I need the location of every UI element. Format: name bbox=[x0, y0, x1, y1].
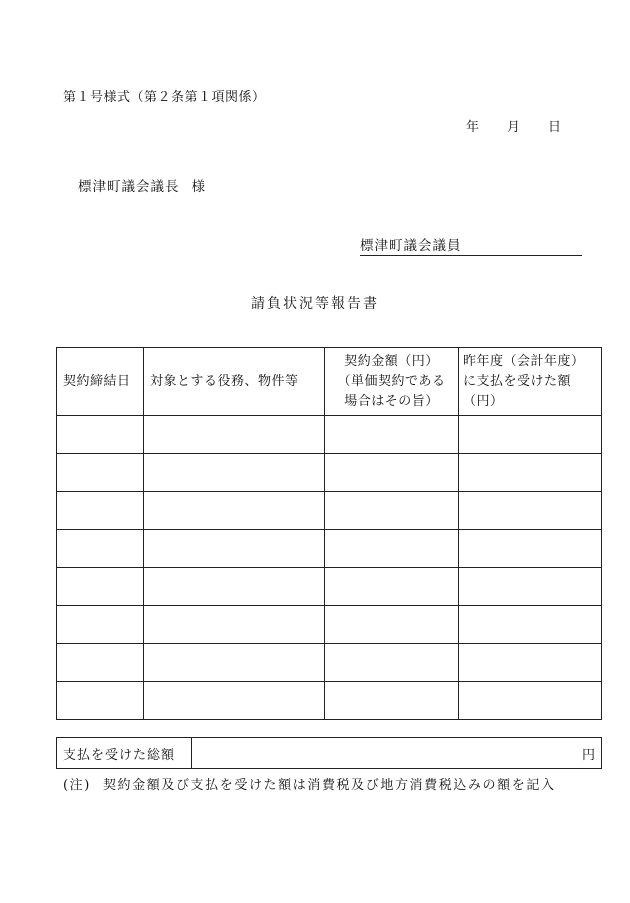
cell-contract-date[interactable] bbox=[57, 454, 144, 492]
table-row bbox=[57, 416, 602, 454]
cell-target-service[interactable] bbox=[144, 682, 325, 720]
cell-target-service[interactable] bbox=[144, 568, 325, 606]
header-line: （円） bbox=[463, 393, 504, 409]
document-title: 請負状況等報告書 bbox=[251, 296, 379, 312]
cell-amount-received[interactable] bbox=[459, 492, 602, 530]
header-line: に支払を受けた額 bbox=[463, 373, 572, 389]
cell-contract-amount[interactable] bbox=[325, 644, 459, 682]
cell-contract-amount[interactable] bbox=[325, 454, 459, 492]
header-contract-amount bbox=[325, 348, 459, 416]
cell-amount-received[interactable] bbox=[459, 606, 602, 644]
total-label: 支払を受けた総額 bbox=[57, 738, 192, 769]
cell-contract-date[interactable] bbox=[57, 530, 144, 568]
header-line: 昨年度（会計年度） bbox=[463, 353, 585, 369]
addressee-honorific: 様 bbox=[191, 179, 206, 195]
table-row bbox=[57, 606, 602, 644]
cell-contract-amount[interactable] bbox=[325, 492, 459, 530]
cell-target-service[interactable] bbox=[144, 530, 325, 568]
date-month: 月 bbox=[507, 120, 521, 135]
table-header-row bbox=[57, 348, 602, 416]
cell-contract-date[interactable] bbox=[57, 606, 144, 644]
cell-amount-received[interactable] bbox=[459, 416, 602, 454]
total-amount-table bbox=[56, 737, 602, 769]
total-row bbox=[57, 738, 602, 769]
footnote-text: 契約金額及び支払を受けた額は消費税及び地方消費税込みの額を記入 bbox=[102, 778, 556, 793]
header-line: 契約締結日 bbox=[63, 373, 131, 389]
cell-contract-date[interactable] bbox=[57, 416, 144, 454]
addressee bbox=[78, 175, 206, 195]
header-amount-received bbox=[459, 348, 602, 416]
header-line: 契約金額（円） bbox=[344, 353, 439, 369]
table-row bbox=[57, 644, 602, 682]
table-row bbox=[57, 454, 602, 492]
total-unit: 円 bbox=[581, 747, 595, 763]
header-line: 場合はその旨） bbox=[344, 393, 439, 409]
cell-contract-date[interactable] bbox=[57, 568, 144, 606]
total-value-field[interactable] bbox=[192, 738, 602, 769]
cell-target-service[interactable] bbox=[144, 606, 325, 644]
header-line: 対象とする役務、物件等 bbox=[150, 373, 299, 389]
cell-contract-amount[interactable] bbox=[325, 530, 459, 568]
cell-target-service[interactable] bbox=[144, 454, 325, 492]
cell-target-service[interactable] bbox=[144, 492, 325, 530]
cell-target-service[interactable] bbox=[144, 416, 325, 454]
cell-contract-date[interactable] bbox=[57, 492, 144, 530]
cell-contract-date[interactable] bbox=[57, 644, 144, 682]
table-row bbox=[57, 682, 602, 720]
cell-amount-received[interactable] bbox=[459, 454, 602, 492]
cell-amount-received[interactable] bbox=[459, 568, 602, 606]
addressee-name: 標津町議会議長 bbox=[78, 179, 180, 195]
cell-contract-date[interactable] bbox=[57, 682, 144, 720]
table-row bbox=[57, 492, 602, 530]
report-table bbox=[56, 347, 602, 720]
date-year: 年 bbox=[466, 120, 480, 135]
cell-contract-amount[interactable] bbox=[325, 682, 459, 720]
cell-amount-received[interactable] bbox=[459, 530, 602, 568]
date-day: 日 bbox=[548, 120, 562, 135]
header-line: （単価契約である bbox=[337, 373, 446, 389]
sender-name-line: 標津町議会議員 bbox=[360, 234, 582, 256]
table-row bbox=[57, 568, 602, 606]
cell-contract-amount[interactable] bbox=[325, 568, 459, 606]
cell-contract-amount[interactable] bbox=[325, 416, 459, 454]
header-target-service bbox=[144, 348, 325, 416]
cell-amount-received[interactable] bbox=[459, 644, 602, 682]
form-number: 第１号様式（第２条第１項関係） bbox=[63, 90, 266, 105]
cell-contract-amount[interactable] bbox=[325, 606, 459, 644]
table-row bbox=[57, 530, 602, 568]
footnote-mark: (注) bbox=[63, 778, 91, 793]
header-contract-date bbox=[57, 348, 144, 416]
cell-target-service[interactable] bbox=[144, 644, 325, 682]
date-line bbox=[466, 116, 561, 135]
footnote bbox=[63, 774, 556, 793]
cell-amount-received[interactable] bbox=[459, 682, 602, 720]
